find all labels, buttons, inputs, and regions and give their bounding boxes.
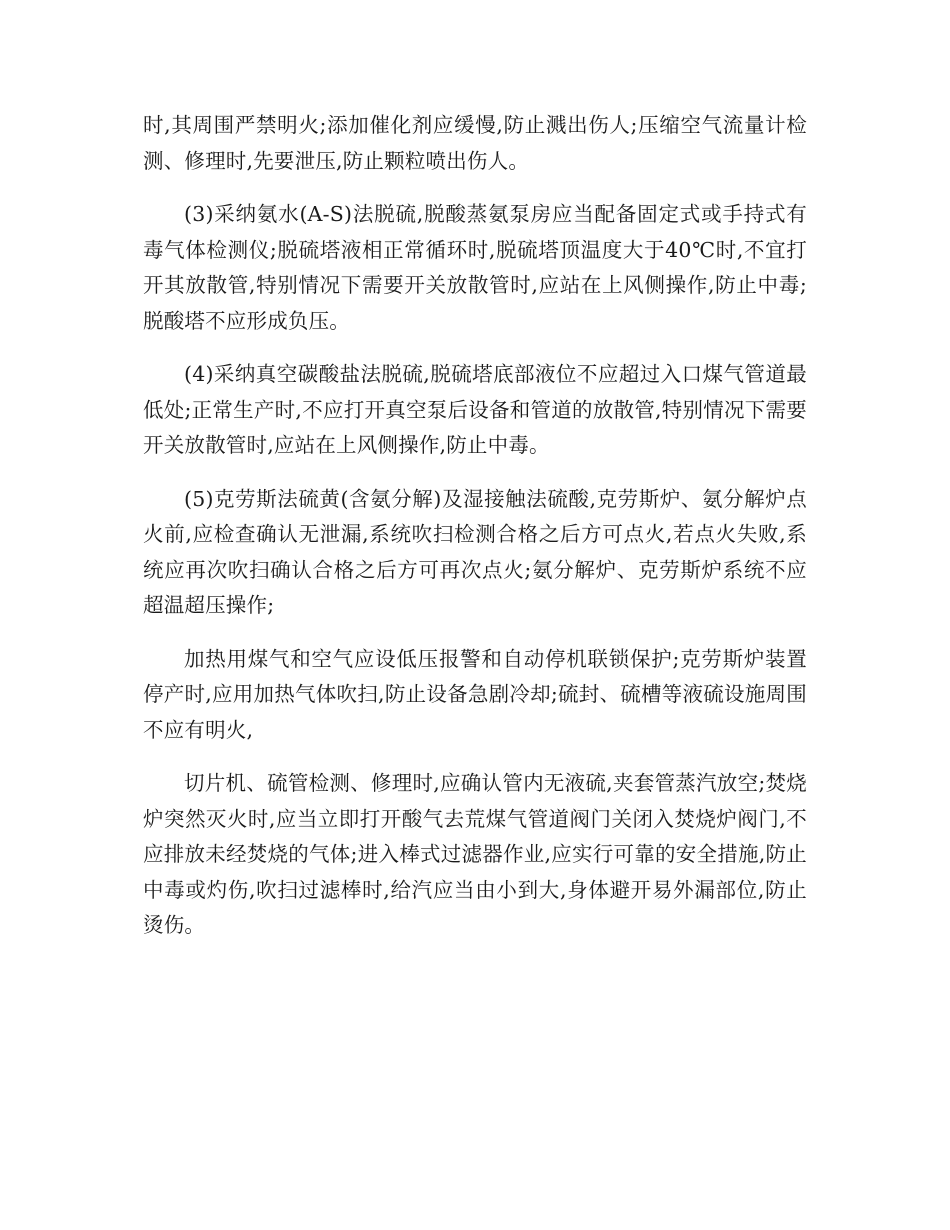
document-body bbox=[143, 108, 807, 962]
paragraph-item-5: (5)克劳斯法硫黄(含氨分解)及湿接触法硫酸,克劳斯炉、氨分解炉点火前,应检查确认无泄漏,系统吹扫检测合格之后方可点火,若点火失败,系统应再次吹扫确认合格之后方可再次点火;氨分解炉、克劳斯炉系统不应超温超压操作; bbox=[143, 486, 807, 617]
paragraph-continuation: 时,其周围严禁明火;添加催化剂应缓慢,防止溅出伤人;压缩空气流量计检测、修理时,先要泄压,防止颗粒喷出伤人。 bbox=[143, 113, 807, 173]
paragraph-slicer: 切片机、硫管检测、修理时,应确认管内无液硫,夹套管蒸汽放空;焚烧炉突然灭火时,应当立即打开酸气去荒煤气管道阀门关闭入焚烧炉阀门,不应排放未经焚烧的气体;进入棒式过滤器作业,应实行可靠的安全措施,防止中毒或灼伤,吹扫过滤棒时,给汽应当由小到大,身体避开易外漏部位,防止烫伤。 bbox=[143, 771, 807, 937]
paragraph-item-4: (4)采纳真空碳酸盐法脱硫,脱硫塔底部液位不应超过入口煤气管道最低处;正常生产时,不应打开真空泵后设备和管道的放散管,特别情况下需要开关放散管时,应站在上风侧操作,防止中毒。 bbox=[143, 362, 807, 457]
paragraph-heating: 加热用煤气和空气应设低压报警和自动停机联锁保护;克劳斯炉装置停产时,应用加热气体吹扫,防止设备急剧冷却;硫封、硫槽等液硫设施周围不应有明火, bbox=[143, 646, 807, 742]
paragraph-item-3: (3)采纳氨水(A-S)法脱硫,脱酸蒸氨泵房应当配备固定式或手持式有毒气体检测仪;脱硫塔液相正常循环时,脱硫塔顶温度大于40℃时,不宜打开其放散管,特别情况下需要开关放散管时,应站在上风侧操作,防止中毒;脱酸塔不应形成负压。 bbox=[143, 202, 807, 333]
